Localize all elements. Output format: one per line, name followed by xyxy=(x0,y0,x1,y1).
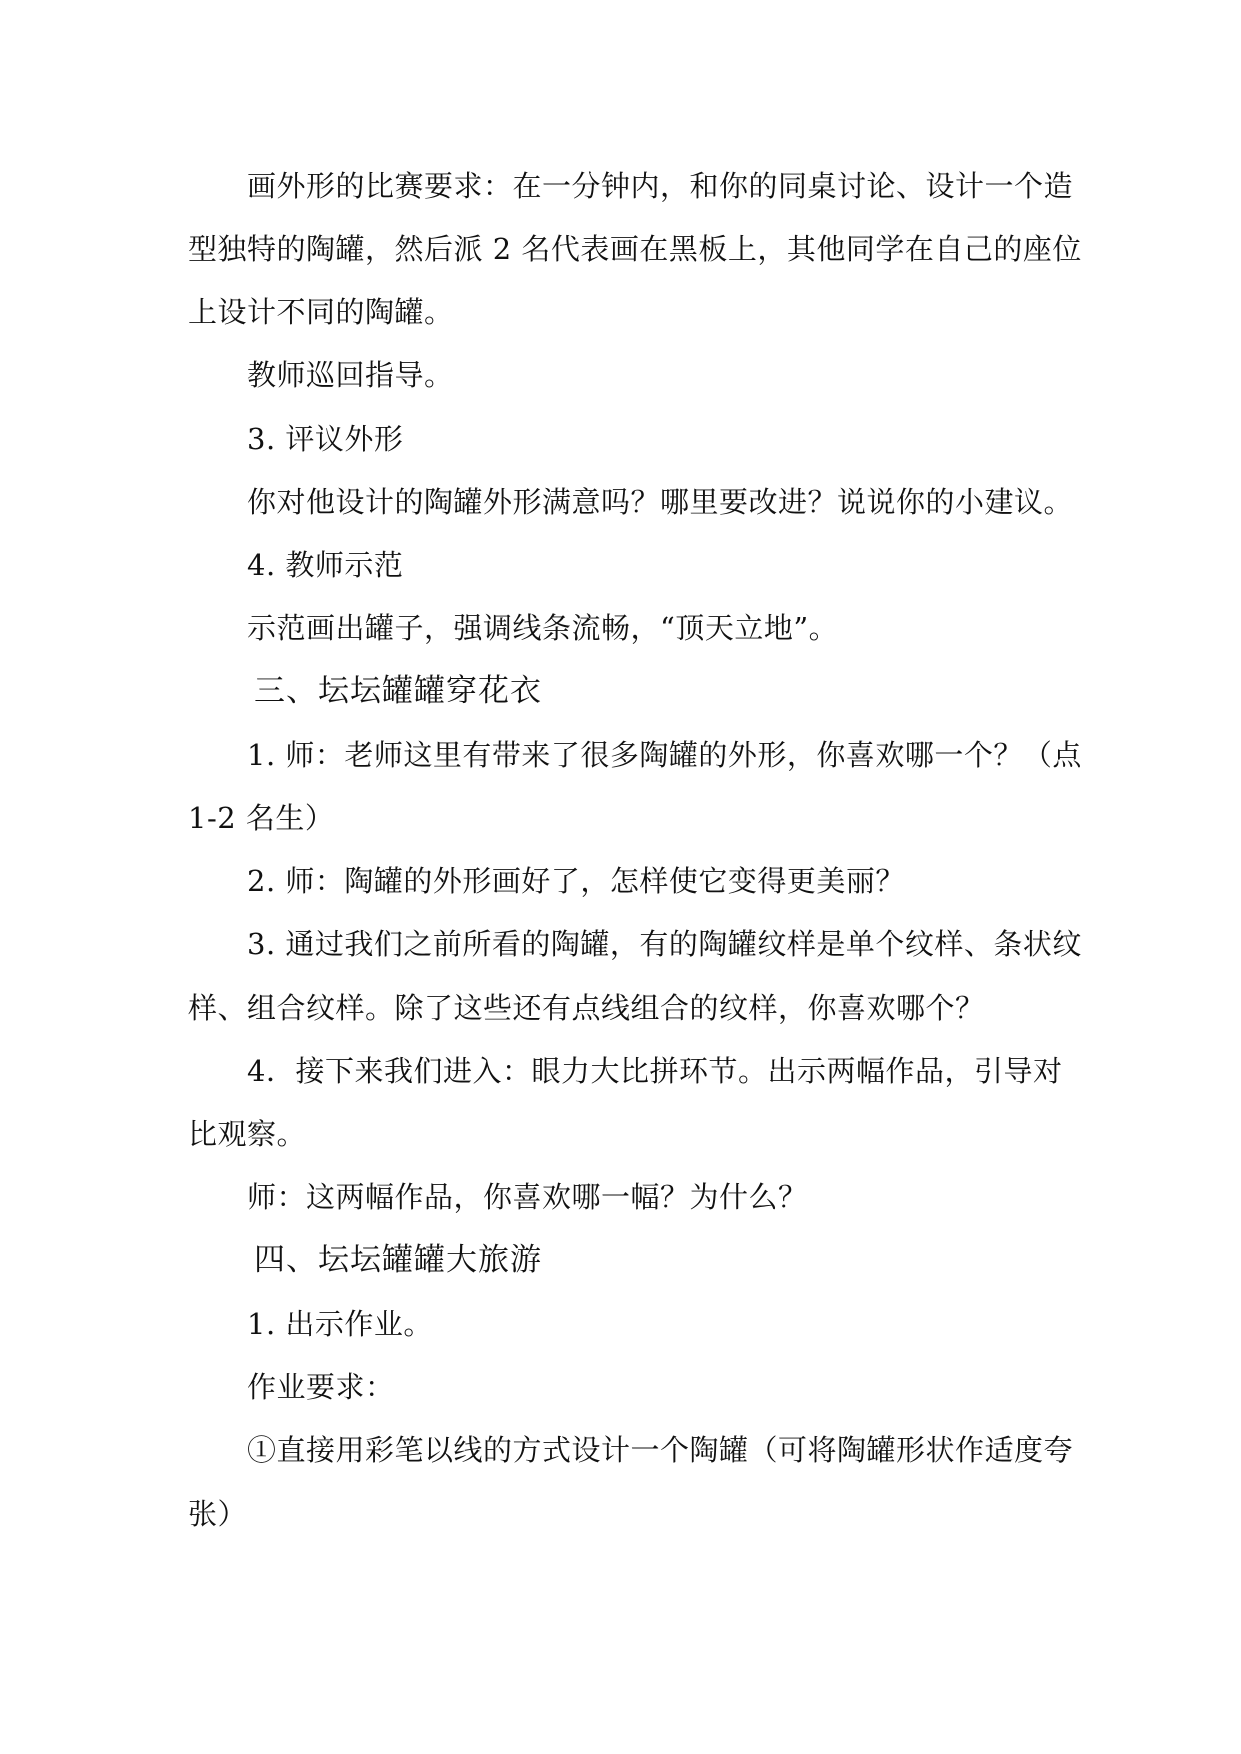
paragraph-line: 你对他设计的陶罐外形满意吗？哪里要改进？说说你的小建议。 xyxy=(247,485,1074,519)
section-heading: 三、坛坛罐罐穿花衣 xyxy=(254,673,542,709)
paragraph-line: ①直接用彩笔以线的方式设计一个陶罐（可将陶罐形状作适度夸 xyxy=(247,1433,1074,1467)
paragraph-line: 3. 通过我们之前所看的陶罐，有的陶罐纹样是单个纹样、条状纹 xyxy=(247,927,1082,961)
paragraph-line: 型独特的陶罐，然后派 2 名代表画在黑板上，其他同学在自己的座位 xyxy=(188,232,1082,266)
paragraph-line: 1-2 名生） xyxy=(188,801,335,835)
paragraph-line: 1. 师：老师这里有带来了很多陶罐的外形，你喜欢哪一个？（点 xyxy=(247,738,1082,772)
paragraph-line: 画外形的比赛要求：在一分钟内，和你的同桌讨论、设计一个造 xyxy=(247,169,1074,203)
paragraph-line: 师：这两幅作品，你喜欢哪一幅？为什么？ xyxy=(247,1180,808,1214)
paragraph-line: 样、组合纹样。除了这些还有点线组合的纹样，你喜欢哪个？ xyxy=(188,991,985,1025)
paragraph-line: 1. 出示作业。 xyxy=(247,1307,433,1341)
paragraph-line: 上设计不同的陶罐。 xyxy=(188,295,454,329)
step-heading-line: 4. 教师示范 xyxy=(247,548,404,582)
paragraph-line: 比观察。 xyxy=(188,1117,307,1151)
paragraph-line: 教师巡回指导。 xyxy=(247,358,454,392)
paragraph-line: 示范画出罐子，强调线条流畅，“顶天立地”。 xyxy=(247,611,839,645)
paragraph-line: 张） xyxy=(188,1497,248,1531)
step-heading-line: 3. 评议外形 xyxy=(247,422,404,456)
paragraph-line: 2. 师：陶罐的外形画好了，怎样使它变得更美丽？ xyxy=(247,864,905,898)
paragraph-line: 4．接下来我们进入：眼力大比拼环节。出示两幅作品，引导对 xyxy=(247,1054,1063,1088)
paragraph-line: 作业要求： xyxy=(247,1370,395,1404)
section-heading: 四、坛坛罐罐大旅游 xyxy=(254,1242,542,1278)
